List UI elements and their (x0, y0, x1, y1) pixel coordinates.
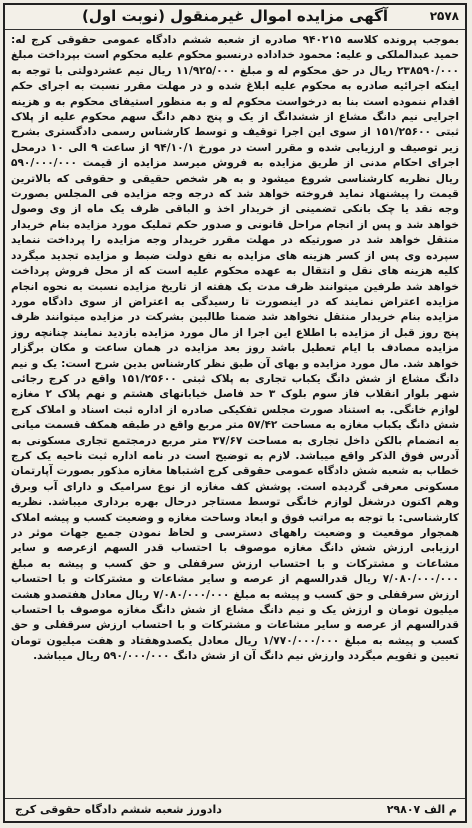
notice-footer (5, 798, 465, 821)
issuing-office: دادورز شعبه ششم دادگاه حقوقی کرج (15, 803, 222, 816)
notice-body (11, 33, 459, 797)
auction-notice (3, 3, 467, 823)
notice-title: آگهی مزایده اموال غیرمنقول (نوبت اول) (81, 7, 389, 25)
notice-header (5, 5, 465, 30)
issue-number: ۲۵۷۸ (429, 9, 459, 23)
reference-code: م الف ۲۹۸۰۷ (386, 803, 457, 816)
body-text: بموجب پرونده کلاسه ۹۴۰۲۱۵ صادره از شعبه ششم دادگاه عمومی حقوقی کرج له: حمید عبدالملکی و علیه: محمود خداداده درنسبو محکوم علیه محکوم است بپرداخت مبلغ ۲۳۸۵۹۰/۰۰۰ ریال در حق محکوم له و مبلغ ۱۱/۹۲۵/۰۰۰ ریال نیم عشردولتی با توجه به اینکه اجرائیه صادره به محکوم علیه ابلاغ شده و در مهلت مقرر نسبت به اجرای حکم اقدام ننموده است بنا به درخواست محکوم له و به منظور استیفای محکوم به و هزینه اجرایی نیم دانگ مشاع از ششدانگ از یک و پنج دهم دانگ سهم محکوم علیه از پلاک ثبتی ۱۵۱/۲۵۶۰۰ از سوی این اجرا توقیف و توسط کارشناس رسمی دادگستری بشرح زیر توصیف و ارزیابی شده و مقرر است در مورخ ۹۴/۱۰/۱ از ساعت ۹ الی ۱۰ درمحل اجرای احکام مدنی از طریق مزایده به فروش میرسد مزایده از قیمت ۵۹۰/۰۰۰/۰۰۰ ریال نظریه کارشناسی شروع میشود و به هر شخص حقیقی و حقوقی که بالاترین قیمت را پیشنهاد نماید فروخته خواهد شد که درجه وجه مزایده فی المجلس بصورت وجه نقد یا چک بانکی تضمینی از خریدار اخذ و الباقی ظرف یک ماه از وی وصول خواهد شد و پس از انجام مراحل قانونی و صدور حکم تملیک مورد مزایده بنام خریدار منتقل خواهد شد در صورتیکه در مهلت مقرر خریدار وجه مزایده را پرداخت ننماید سپرده وی پس از کسر هزینه های مزایده به نفع دولت ضبط و مزایده تجدید میگردد کلیه هزینه های نقل و انتقال به عهده محکوم علیه است که از محل فروش پرداخت خواهد شد طرفین میتوانند ظرف مدت یک هفته از تاریخ مزایده نسبت به نحوه انجام مزایده اعتراض نمایند که در اینصورت تا رسیدگی به اعتراض از سوی دادگاه مورد مزایده بنام خریدار منتقل نخواهد شد ضمنا طالبین بشرکت در مزایده میتوانند ظرف پنج روز قبل از مزایده با اطلاع این اجرا از مال مورد مزایده بازدید نمایند چنانچه روز مزایده مصادف با ایام تعطیل باشد روز بعد مزایده در همان ساعت و مکان برگزار خواهد شد. مال مورد مزایده و بهای آن طبق نظر کارشناس بدین شرح است: یک و نیم دانگ مشاع از شش دانگ یکباب تجاری به پلاک ثبتی ۱۵۱/۲۵۶۰۰ واقع در کرج رجائی شهر بلوار انقلاب فاز سوم بلوک ۳ حد فاصل خیابانهای هشتم و نهم پلاک ۲ مغازه لوازم خانگی. به استناد صورت مجلس تفکیکی صادره از اداره ثبت اسناد و املاک کرج شش دانگ یکباب مغازه به مساحت ۵۷/۴۲ متر مربع واقع در طبقه همکف قسمت میانی به انضمام بالکن داخل تجاری به مساحت ۳۷/۶۷ متر مربع درمجتمع تجاری مسکونی به آدرس فوق الذکر واقع میباشد. لازم به توضیح است در نامه اداره ثبت ناحیه یک کرج خطاب به شعبه شش دادگاه عمومی حقوقی کرج اشتباها مغازه مذکور بصورت آپارتمان مسکونی معرفی گردیده است. پوشش کف مغازه از نوع سرامیک و دارای آب وبرق وهم اکنون درشغل لوازم خانگی توسط مستاجر درحال بهره برداری میباشد. نظریه کارشناسی: با توجه به مراتب فوق و ابعاد وساحت مغازه و وضعیت کسب و پیشه املاک همجوار موقعیت و وضعیت راههای دسترسی و لحاظ نمودن جمیع جهات موثر در ارزیابی ارزش شش دانگ مغازه موصوف با احتساب قدر السهم ازعرصه و سایر مشاعات و مشترکات و با احتساب ارزش سرقفلی و حق کسب و پیشه به مبلغ ۷/۰۸۰/۰۰۰/۰۰۰ ریال قدرالسهم از عرصه و سایر مشاعات و مشترکات و با احتساب ارزش سرقفلی و حق کسب و پیشه به مبلغ ۷/۰۸۰/۰۰۰/۰۰۰ ریال معادل هفتصدو هشت میلیون تومان و ارزش یک و نیم دانگ مشاع از شش دانگ مغازه موصوف با احتساب قدرالسهم از عرصه و سایر مشاعات و مشترکات و با احتساب ارزش سرقفلی و حق کسب و پیشه به مبلغ ۱/۷۷۰/۰۰۰/۰۰۰ ریال معادل یکصدوهفتاد و هفت میلیون تومان تعیین و تقویم میگردد وارزش نیم دانگ آن از شش دانگ ۵۹۰/۰۰۰/۰۰۰ ریال میباشد. (11, 34, 459, 663)
